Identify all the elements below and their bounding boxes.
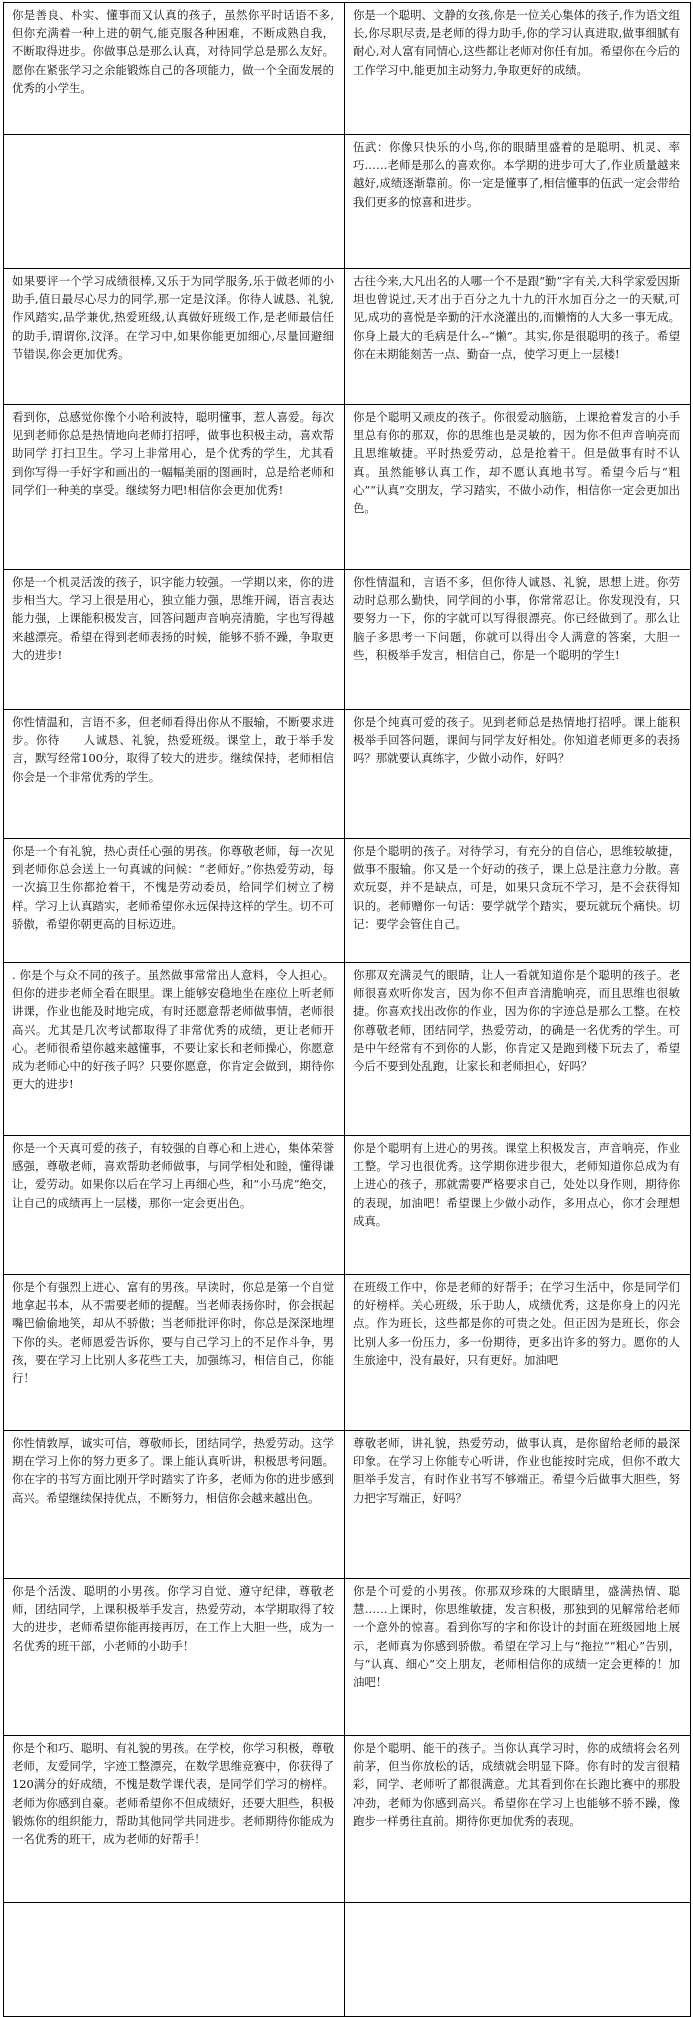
comment-cell: [4, 269, 345, 405]
comment-cell: [345, 1275, 691, 1431]
comment-cell: [4, 1275, 345, 1431]
cell-text: 你是个聪明、能干的孩子。当你认真学习时，你的成绩将会名列前茅，但当你放松的话，成绩就会明显下降。你有时的发言很精彩，同学、老师听了都很满意。尤其看到你在长跑比赛中的那股冲劲，老师为你感到高兴。希望你在学习上也能够不骄不躁，像跑步一样勇往直前。期待你更加优秀的表现。: [353, 1741, 680, 1828]
table-row: [4, 405, 691, 570]
comment-cell: [4, 570, 345, 710]
comment-cell: [4, 1579, 345, 1736]
comment-cell: [4, 3, 345, 135]
comment-cell: [4, 710, 345, 839]
comment-cell: [345, 1136, 691, 1275]
table-row: [4, 1736, 691, 1903]
cell-text: 你是一个机灵活泼的孩子，识字能力较强。一学期以来，你的进步相当大。学习上很是用心，独立能力强，思维开阔，语言表达能力强，上课能积极发言，回答问题声音响亮清脆，字也写得越来越漂亮。希望在得到老师表扬的时候，能够不骄不躁，争取更大的进步!: [12, 575, 334, 662]
comment-cell: [4, 1903, 345, 2017]
comment-cell: [345, 135, 691, 269]
cell-text: 你那双充满灵气的眼睛，让人一看就知道你是个聪明的孩子。老师很喜欢听你发言，因为你不但声音清脆响亮，而且思维也很敏捷。你喜欢找出改你的作业，因为你的字迹总是那么工整。在校你尊敬老师，团结同学，热爱劳动，的确是一名优秀的学生。可是中午经常有不到你的人影，你肯定又是跑到楼下玩去了，希望今后不要到处乱跑，让家长和老师担心，好吗？: [353, 968, 680, 1074]
table-row: [4, 570, 691, 710]
table-row: [4, 3, 691, 135]
cell-text: 你是一个聪明、文静的女孩,你是一位关心集体的孩子,作为语文组长,你尽职尽责,是老师的得力助手,你的学习认真进取,做事细腻有耐心,对人富有同情心,这些都让老师对你任有加。希望你在今后的工作学习中,能更加主动努力,争取更好的成绩。: [353, 8, 680, 77]
cell-text: 你是个活泼、聪明的小男孩。你学习自觉、遵守纪律，尊敬老师，团结同学，上课积极举手发言，热爱劳动，本学期取得了较大的进步，老师希望你能再接再厉，在工作上大胆一些，成为一名优秀的班干部，小老师的小助手！: [12, 1584, 334, 1653]
cell-text: 你是个纯真可爱的孩子。见到老师总是热情地打招呼。课上能积极举手回答问题，课间与同学友好相处。你知道老师更多的表扬吗？那就要认真练字，少做小动作，好吗？: [353, 715, 680, 766]
comment-cell: [4, 135, 345, 269]
cell-text: . 你是个与众不同的孩子。虽然做事常常出人意料，令人担心。但你的进步老师全看在眼里。课上能够安稳地坐在座位上听老师讲课，作业也能及时地完成，有时还愿意帮老师做事情，老师很高兴。尤其是几次考试都取得了非常优秀的成绩，更让老师开心。老师很希望你越来越懂事，不要让家长和老师操心，你愿意成为老师心中的好孩子吗？只要你愿意，你肯定会做到，期待你更大的进步!: [12, 968, 334, 1092]
cell-text: 你是个有强烈上进心、富有的男孩。早读时，你总是第一个自觉地拿起书本，从不需要老师的提醒。当老师表扬你时，你会抿起嘴巴偷偷地笑，却从不骄傲；当老师批评你时，你总是深深地埋下你的头。老师恩爱告诉你，要与自己学习上的不足作斗争，男孩，要在学习上比别人多花些工夫，加强练习，相信自己，你能行！: [12, 1280, 334, 1386]
comment-cell: [4, 405, 345, 570]
cell-text: 尊敬老师，讲礼貌，热爱劳动，做事认真，是你留给老师的最深印象。在学习上你能专心听讲，作业也能按时完成，但你不敢大胆举手发言，有时作业书写不够端正。希望今后做事大胆些，努力把字写端正，好吗？: [353, 1436, 680, 1505]
cell-text: 如果要评一个学习成绩很棒,又乐于为同学服务,乐于做老师的小助手,值日最尽心尽力的同学,那一定是汶泽。你待人诚恳、礼貌,作风踏实,品学兼优,热爱班级,认真做好班级工作,是老师最信任的助手,谓谓你,汶泽。在学习中,如果你能更加细心,尽量回避细节错误,你会更加优秀。: [12, 274, 334, 361]
cell-text: 你是个聪明有上进心的男孩。课堂上积极发言，声音响亮，作业工整。学习也很优秀。这学期你进步很大，老师知道你总成为有上进心的孩子，那就需要严格要求自己，处处以身作则，期待你的表现，加油吧！希望课上少做小动作，多用点心，你才会理想成真。: [353, 1141, 680, 1228]
cell-text: 在班级工作中，你是老师的好帮手；在学习生活中，你是同学们的好榜样。关心班级，乐于助人，成绩优秀，这是你身上的闪光点。作为班长，这些都是你的可贵之处。但正因为是班长，你会比别人多一份压力，多一份期待，更多出许多的努力。愿你的人生旅途中，没有最好，只有更好。加油吧: [353, 1280, 680, 1367]
cell-text: 看到你，总感觉你像个小哈利波特，聪明懂事，惹人喜爱。每次见到老师你总是热情地向老师打招呼，做事也积极主动，喜欢帮助同学 打扫卫生。学习上非常用心，是个优秀的学生，尤其看到你写得一手好字和画出的一幅幅美丽的图画时，总是给老师和同学们一种美的享受。继续努力吧!相信你会更加优秀!: [12, 410, 334, 497]
comment-cell: [345, 570, 691, 710]
comment-cell: [345, 710, 691, 839]
table-row: [4, 963, 691, 1136]
comment-cell: [4, 839, 345, 963]
comment-cell: [345, 1579, 691, 1736]
cell-text: 你是个聪明的孩子。对待学习，有充分的自信心，思维较敏捷，做事不服输。你又是一个好动的孩子，课上总是注意力分散。喜欢玩耍，并不是缺点，可是，如果只贪玩不学习，是不会获得知识的。老师赠你一句话：要学就学个踏实，要玩就玩个痛快。切记：要学会管住自己。: [353, 844, 680, 931]
cell-text: 你是一个有礼貌，热心责任心强的男孩。你尊敬老师，每一次见到老师你总会送上一句真诚的问候：“老师好。”你热爱劳动，每一次搞卫生你都抢着干，不愧是劳动委员，给同学们树立了榜样。学习上认真踏实，老师希望你永远保持这样的学生。切不可骄傲，希望你朝更高的目标迈进。: [12, 844, 334, 931]
cell-text: 你是一个天真可爱的孩子，有较强的自尊心和上进心，集体荣誉感强，尊敬老师，喜欢帮助老师做事，与同学相处和睦，懂得谦让，爱劳动。如果你以后在学习上再细心些，和“小马虎”绝交，让自己的成绩再上一层楼，那你一定会更出色。: [12, 1141, 334, 1210]
cell-text: 你是个可爱的小男孩。你那双珍珠的大眼睛里，盛满热情、聪慧……上课时，你思维敏捷，发言积极，那独到的见解常给老师一个意外的惊喜。看到你写的字和你设计的封面在班级园地上展示，老师真为你感到骄傲。希望在学习上与“拖拉”“粗心”告别，与“认真、细心”交上朋友，老师相信你的成绩一定会更棒的！加油吧！: [353, 1584, 680, 1690]
table-row: [4, 1579, 691, 1736]
table-row: [4, 135, 691, 269]
comment-table: [3, 2, 691, 2017]
comment-cell: [345, 3, 691, 135]
table-row: [4, 269, 691, 405]
cell-text: 伍武：你像只快乐的小鸟,你的眼睛里盛着的是聪明、机灵、率巧……老师是那么的喜欢你。本学期的进步可大了,作业质量越来越好,成绩逐渐靠前。你一定是懂事了,相信懂事的伍武一定会带给我们更多的惊喜和进步。: [353, 140, 680, 209]
comment-cell: [345, 839, 691, 963]
table-row: [4, 1431, 691, 1579]
table-row: [4, 1903, 691, 2017]
cell-text: 你性情敦厚，诚实可信，尊敬师长，团结同学，热爱劳动。这学期在学习上你的努力更多了。课上能认真听讲，积极思考问题。你在字的书写方面比刚开学时踏实了许多，老师为你的进步感到高兴。希望继续保持优点，不断努力，相信你会越来越出色。: [12, 1436, 334, 1505]
cell-text: 你是善良、朴实、懂事而又认真的孩子，虽然你平时话语不多,但你充满着一种上进的朝气,能克服各种困难，不断成熟自我，不断取得进步。你做事总是那么认真，对待同学总是那么友好。愿你在紧张学习之余能锻炼自己的各项能力，做一个全面发展的优秀的小学生。: [12, 8, 334, 95]
comment-cell: [345, 1431, 691, 1579]
comment-cell: [4, 963, 345, 1136]
cell-text: 古往今来,大凡出名的人哪一个不是跟“勤”字有关,大科学家爱因斯坦也曾说过,天才出于百分之九十九的汗水加百分之一的天赋,可见,成功的喜悦是辛勤的汗水浇灌出的,而懒惰的人大多一事无成。你身上最大的毛病是什么--“懒”。其实,你是很聪明的孩子。希望你在未期能刻苦一点、勤奋一点，使学习更上一层楼!: [353, 274, 680, 361]
comment-cell: [4, 1431, 345, 1579]
table-row: [4, 839, 691, 963]
table-row: [4, 710, 691, 839]
comment-cell: [345, 405, 691, 570]
cell-text: 你性情温和，言语不多，但老师看得出你从不服输，不断要求进步。你待 人诚恳、礼貌，热爱班级。课堂上，敢于举手发言，默写经常100分，取得了较大的进步。继续保持，老师相信你会是一个非常优秀的学生。: [12, 715, 334, 784]
cell-text: 你是个聪明又顽皮的孩子。你很爱动脑筋，上课抢着发言的小手里总有你的那双，你的思维也是灵敏的，因为你不但声音响亮而且思维敏捷。平时热爱劳动，总是抢着干。但是做事有时不认真。虽然能够认真工作，却不愿认真地书写。希望今后与“粗心”“认真”交朋友，学习踏实，不做小动作，相信你一定会更加出色。: [353, 410, 680, 516]
comment-cell: [345, 1736, 691, 1903]
table-row: [4, 1136, 691, 1275]
cell-text: 你性情温和，言语不多，但你待人诚恳、礼貌，思想上进。你劳动时总那么勤快，同学间的小事，你常常忍让。你发现没有，只要努力一下，你的字就可以写得很漂亮。你已经做到了。那么让脑子多思考一下问题，你就可以得出令人满意的答案，大胆一些，积极举手发言，相信自己，你是一个聪明的学生!: [353, 575, 680, 662]
comment-cell: [345, 1903, 691, 2017]
cell-text: 你是个和巧、聪明、有礼貌的男孩。在学校，你学习积极，尊敬老师，友爱同学，字迹工整漂亮，在数学思维竞赛中，你获得了120满分的好成绩，不愧是数学课代表，是同学们学习的榜样。老师为你感到自豪。老师希望你不但成绩好，还要大胆些，积极锻炼你的组织能力，帮助其他同学共同进步。老师期待你能成为一名优秀的班干，成为老师的好帮手！: [12, 1741, 334, 1847]
comment-cell: [4, 1136, 345, 1275]
comment-cell: [4, 1736, 345, 1903]
comment-cell: [345, 269, 691, 405]
comment-cell: [345, 963, 691, 1136]
table-row: [4, 1275, 691, 1431]
